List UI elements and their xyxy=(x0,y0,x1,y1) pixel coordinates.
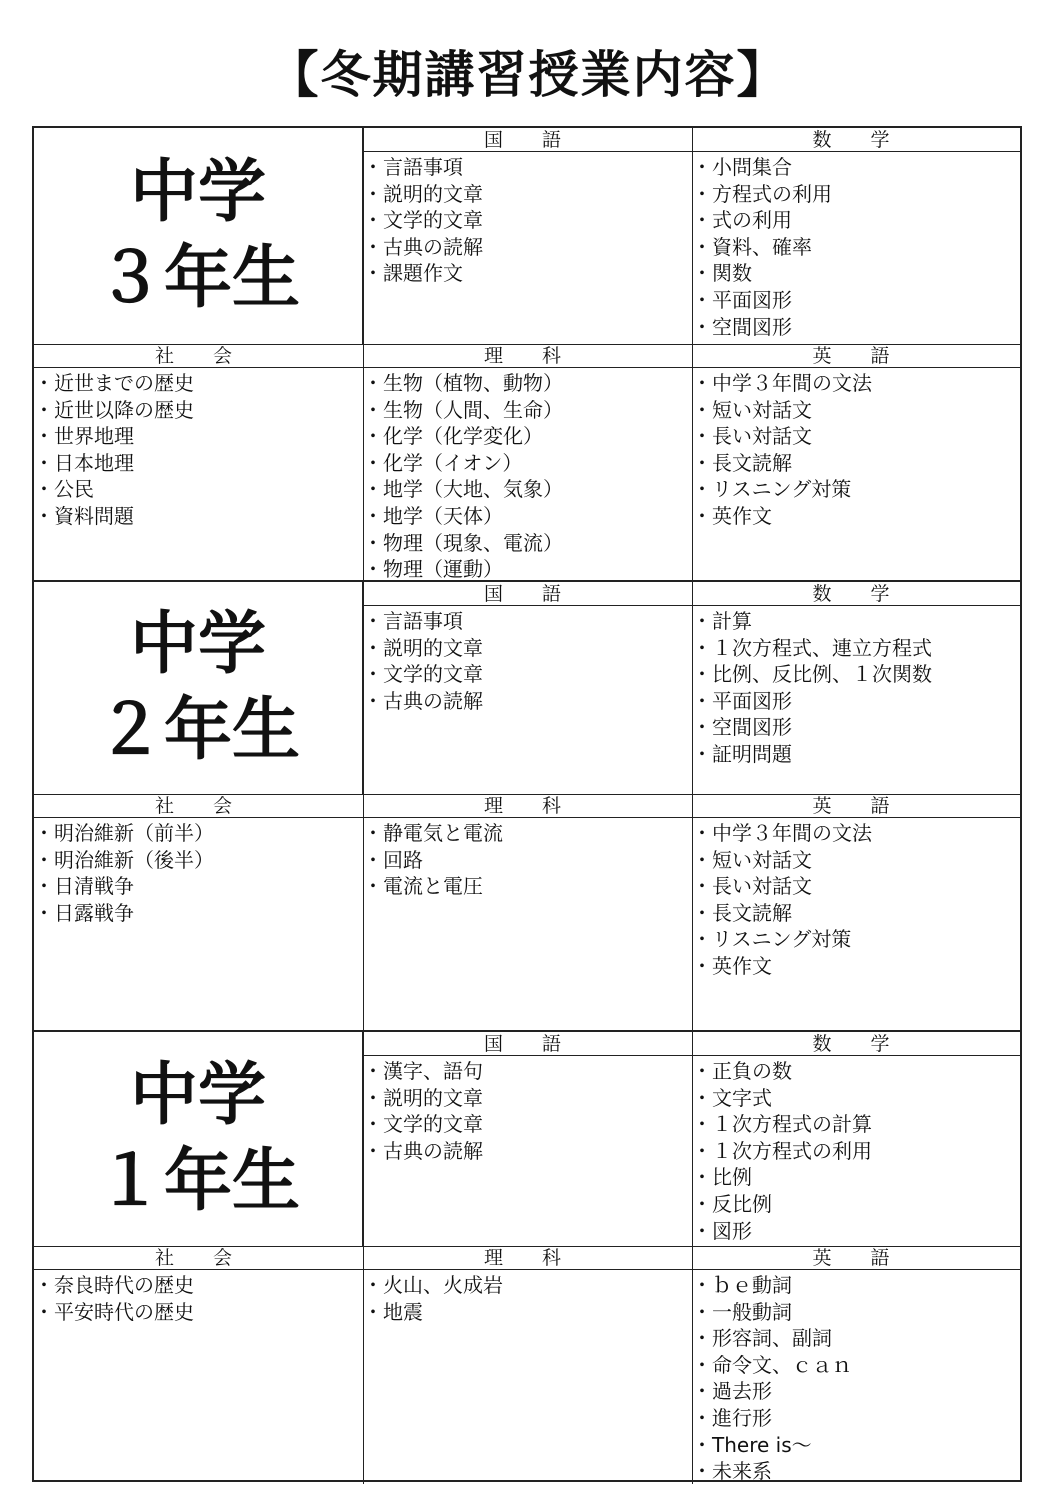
topic-item: ・ 物理（運動） xyxy=(383,556,692,583)
row-divider xyxy=(34,1246,1020,1247)
sugaku-header: 数 学 xyxy=(692,128,1020,152)
kokugo-cell xyxy=(363,1032,692,1246)
topic-item: ・ リスニング対策 xyxy=(712,476,1020,503)
grade-label xyxy=(34,128,363,344)
shakai-header: 社 会 xyxy=(34,1246,363,1270)
topic-item: ・ 古典の読解 xyxy=(383,234,692,261)
topic-item: ・ 長文読解 xyxy=(712,450,1020,477)
topic-item: ・ 過去形 xyxy=(712,1378,1020,1405)
sugaku-cell xyxy=(692,1032,1020,1246)
topic-item: ・ 回路 xyxy=(383,847,692,874)
grade-label xyxy=(34,1032,363,1246)
topic-item: ・ 生物（植物、動物） xyxy=(383,370,692,397)
shakai-cell xyxy=(34,794,363,1032)
row-divider xyxy=(34,344,1020,345)
topic-item: ・ 文学的文章 xyxy=(383,207,692,234)
shakai-topic-list xyxy=(34,818,363,926)
eigo-topic-list xyxy=(692,1270,1020,1485)
grade-label-year: ３年生 xyxy=(95,239,300,318)
rika-cell xyxy=(363,794,692,1032)
topic-item: ・ 計算 xyxy=(712,608,1020,635)
topic-item: ・ 化学（化学変化） xyxy=(383,423,692,450)
topic-item: ・ 言語事項 xyxy=(383,154,692,181)
topic-item: ・ 漢字、語句 xyxy=(383,1058,692,1085)
topic-item: ・ 文学的文章 xyxy=(383,661,692,688)
sugaku-topic-list xyxy=(692,152,1020,340)
sugaku-topic-list xyxy=(692,606,1020,768)
rika-header: 理 科 xyxy=(363,344,692,368)
topic-item: ・ 中学３年間の文法 xyxy=(712,370,1020,397)
kokugo-topic-list xyxy=(363,152,692,287)
column-divider xyxy=(692,582,693,1032)
topic-item: ・ 近世までの歴史 xyxy=(54,370,363,397)
topic-item: ・ 英作文 xyxy=(712,953,1020,980)
document-title: 【冬期講習授業内容】 xyxy=(268,46,789,104)
topic-item: ・ 形容詞、副詞 xyxy=(712,1325,1020,1352)
topic-item: ・ 中学３年間の文法 xyxy=(712,820,1020,847)
topic-item: ・ 英作文 xyxy=(712,503,1020,530)
topic-item: ・ 証明問題 xyxy=(712,741,1020,768)
topic-item: ・ 説明的文章 xyxy=(383,1085,692,1112)
eigo-topic-list xyxy=(692,818,1020,980)
topic-item: ・ 地学（天体） xyxy=(383,503,692,530)
topic-item: ・ 近世以降の歴史 xyxy=(54,397,363,424)
grade-label-year: １年生 xyxy=(95,1142,300,1221)
grade-label-school: 中学 xyxy=(129,153,266,232)
topic-item: ・ 図形 xyxy=(712,1218,1020,1245)
kokugo-cell xyxy=(363,582,692,794)
topic-item: ・ 電流と電圧 xyxy=(383,873,692,900)
kokugo-header: 国 語 xyxy=(363,128,692,152)
topic-item: ・ リスニング対策 xyxy=(712,926,1020,953)
eigo-cell xyxy=(692,794,1020,1032)
shakai-topic-list xyxy=(34,368,363,530)
eigo-header: 英 語 xyxy=(692,794,1020,818)
eigo-cell xyxy=(692,344,1020,582)
topic-item: ・ １次方程式、連立方程式 xyxy=(712,635,1020,662)
kokugo-cell xyxy=(363,128,692,344)
topic-item: ・ 平面図形 xyxy=(712,688,1020,715)
shakai-cell xyxy=(34,344,363,582)
topic-item: ・ 物理（現象、電流） xyxy=(383,530,692,557)
topic-item: ・ 長文読解 xyxy=(712,900,1020,927)
topic-item: ・ 世界地理 xyxy=(54,423,363,450)
topic-item: ・ 説明的文章 xyxy=(383,181,692,208)
sugaku-header: 数 学 xyxy=(692,1032,1020,1056)
topic-item: ・ 関数 xyxy=(712,260,1020,287)
topic-item: ・ There is～ xyxy=(712,1432,1020,1459)
topic-item: ・ 平面図形 xyxy=(712,287,1020,314)
topic-item: ・ 空間図形 xyxy=(712,714,1020,741)
topic-item: ・ 明治維新（後半） xyxy=(54,847,363,874)
grade-block xyxy=(32,126,1022,580)
topic-item: ・ 空間図形 xyxy=(712,314,1020,341)
topic-item: ・ 正負の数 xyxy=(712,1058,1020,1085)
topic-item: ・ 命令文、ｃａｎ xyxy=(712,1352,1020,1379)
grade-label-school: 中学 xyxy=(129,1056,266,1135)
column-divider xyxy=(692,1032,693,1484)
topic-item: ・ 一般動詞 xyxy=(712,1299,1020,1326)
grade-label xyxy=(34,582,363,794)
grade-label-school: 中学 xyxy=(129,605,266,684)
topic-item: ・ 地震 xyxy=(383,1299,692,1326)
sugaku-topic-list xyxy=(692,1056,1020,1244)
rika-topic-list xyxy=(363,368,692,583)
eigo-header: 英 語 xyxy=(692,344,1020,368)
topic-item: ・ 課題作文 xyxy=(383,260,692,287)
rika-header: 理 科 xyxy=(363,1246,692,1270)
topic-item: ・ 火山、火成岩 xyxy=(383,1272,692,1299)
topic-item: ・ ｂｅ動詞 xyxy=(712,1272,1020,1299)
shakai-topic-list xyxy=(34,1270,363,1325)
topic-item: ・ 短い対話文 xyxy=(712,397,1020,424)
topic-item: ・ 古典の読解 xyxy=(383,688,692,715)
topic-item: ・ 説明的文章 xyxy=(383,635,692,662)
topic-item: ・ 平安時代の歴史 xyxy=(54,1299,363,1326)
rika-topic-list xyxy=(363,1270,692,1325)
topic-item: ・ 比例 xyxy=(712,1164,1020,1191)
topic-item: ・ 文字式 xyxy=(712,1085,1020,1112)
column-divider xyxy=(692,128,693,582)
topic-item: ・ 日清戦争 xyxy=(54,873,363,900)
grade-label-year: ２年生 xyxy=(95,691,300,770)
topic-item: ・ 式の利用 xyxy=(712,207,1020,234)
column-divider xyxy=(363,128,364,582)
topic-item: ・ 小問集合 xyxy=(712,154,1020,181)
topic-item: ・ 資料問題 xyxy=(54,503,363,530)
grade-block xyxy=(32,580,1022,1030)
row-divider xyxy=(34,794,1020,795)
topic-item: ・ 長い対話文 xyxy=(712,873,1020,900)
kokugo-topic-list xyxy=(363,606,692,714)
topic-item: ・ 奈良時代の歴史 xyxy=(54,1272,363,1299)
sugaku-cell xyxy=(692,128,1020,344)
eigo-cell xyxy=(692,1246,1020,1484)
topic-item: ・ 日本地理 xyxy=(54,450,363,477)
rika-cell xyxy=(363,1246,692,1484)
rika-topic-list xyxy=(363,818,692,900)
shakai-header: 社 会 xyxy=(34,794,363,818)
topic-item: ・ 進行形 xyxy=(712,1405,1020,1432)
topic-item: ・ 文学的文章 xyxy=(383,1111,692,1138)
topic-item: ・ 比例、反比例、１次関数 xyxy=(712,661,1020,688)
rika-header: 理 科 xyxy=(363,794,692,818)
topic-item: ・ 生物（人間、生命） xyxy=(383,397,692,424)
eigo-topic-list xyxy=(692,368,1020,530)
topic-item: ・ １次方程式の利用 xyxy=(712,1138,1020,1165)
topic-item: ・ 言語事項 xyxy=(383,608,692,635)
topic-item: ・ 長い対話文 xyxy=(712,423,1020,450)
eigo-header: 英 語 xyxy=(692,1246,1020,1270)
kokugo-header: 国 語 xyxy=(363,582,692,606)
rika-cell xyxy=(363,344,692,582)
topic-item: ・ 地学（大地、気象） xyxy=(383,476,692,503)
topic-item: ・ 静電気と電流 xyxy=(383,820,692,847)
topic-item: ・ 方程式の利用 xyxy=(712,181,1020,208)
kokugo-header: 国 語 xyxy=(363,1032,692,1056)
grade-block xyxy=(32,1030,1022,1482)
shakai-cell xyxy=(34,1246,363,1484)
shakai-header: 社 会 xyxy=(34,344,363,368)
column-divider xyxy=(363,1032,364,1484)
topic-item: ・ 化学（イオン） xyxy=(383,450,692,477)
topic-item: ・ 反比例 xyxy=(712,1191,1020,1218)
topic-item: ・ 古典の読解 xyxy=(383,1138,692,1165)
column-divider xyxy=(363,582,364,1032)
topic-item: ・ 資料、確率 xyxy=(712,234,1020,261)
topic-item: ・ 未来系 xyxy=(712,1458,1020,1485)
kokugo-topic-list xyxy=(363,1056,692,1164)
topic-item: ・ 公民 xyxy=(54,476,363,503)
sugaku-cell xyxy=(692,582,1020,794)
topic-item: ・ 短い対話文 xyxy=(712,847,1020,874)
topic-item: ・ １次方程式の計算 xyxy=(712,1111,1020,1138)
sugaku-header: 数 学 xyxy=(692,582,1020,606)
topic-item: ・ 明治維新（前半） xyxy=(54,820,363,847)
topic-item: ・ 日露戦争 xyxy=(54,900,363,927)
